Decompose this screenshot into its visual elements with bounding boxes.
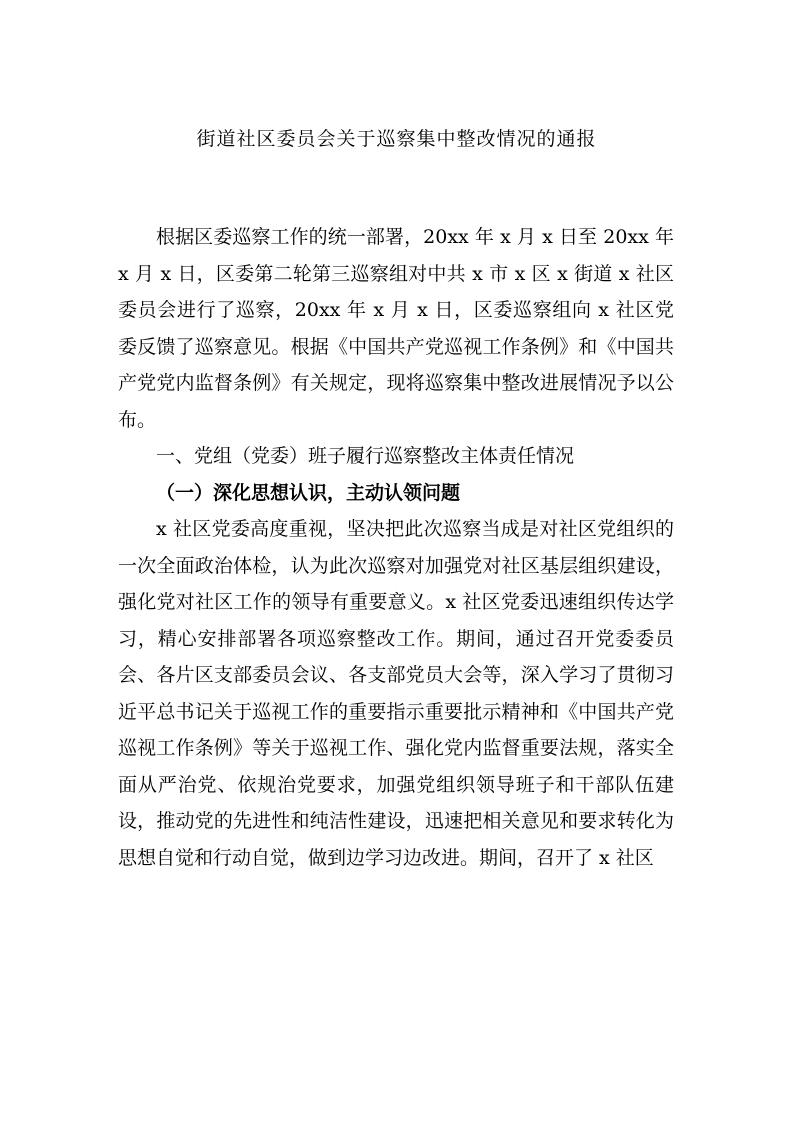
section-heading: 一、党组（党委）班子履行巡察整改主体责任情况 <box>156 445 575 467</box>
document-title: 街道社区委员会关于巡察集中整改情况的通报 <box>196 128 597 150</box>
document-body <box>118 219 674 876</box>
subsection-heading: （一）深化思想认识，主动认领问题 <box>156 481 461 504</box>
body-paragraph: x 社区党委高度重视，坚决把此次巡察当成是对社区党组织的一次全面政治体检，认为此次巡察对加强党对社区基层组织建设，强化党对社区工作的领导有重要意义。x 社区党委迅速组织传达学习，精心安排部署各项巡察整改工作。期间，通过召开党委委员会、各片区支部委员会议、各支部党员大会等，深入学习了贯彻习近平总书记关于巡视工作的重要指示重要批示精神和《中国共产党巡视工作条例》等关于巡视工作、强化党内监督重要法规，落实全面从严治党、依规治党要求，加强党组织领导班子和干部队伍建设，推动党的先进性和纯洁性建设，迅速把相关意见和要求转化为思想自觉和行动自觉，做到边学习边改进。期间，召开了 x 社区 <box>118 518 674 869</box>
intro-paragraph: 根据区委巡察工作的统一部署，20xx 年 x 月 x 日至 20xx 年 x 月 x 日，区委第二轮第三巡察组对中共 x 市 x 区 x 街道 x 社区委员会进行了巡察，20xx 年 x 月 x 日，区委巡察组向 x 社区党委反馈了巡察意见。根据《中国共产党巡视工作条例》和《中国共产党党内监督条例》有关规定，现将巡察集中整改进展情况予以公布。 <box>118 226 674 431</box>
